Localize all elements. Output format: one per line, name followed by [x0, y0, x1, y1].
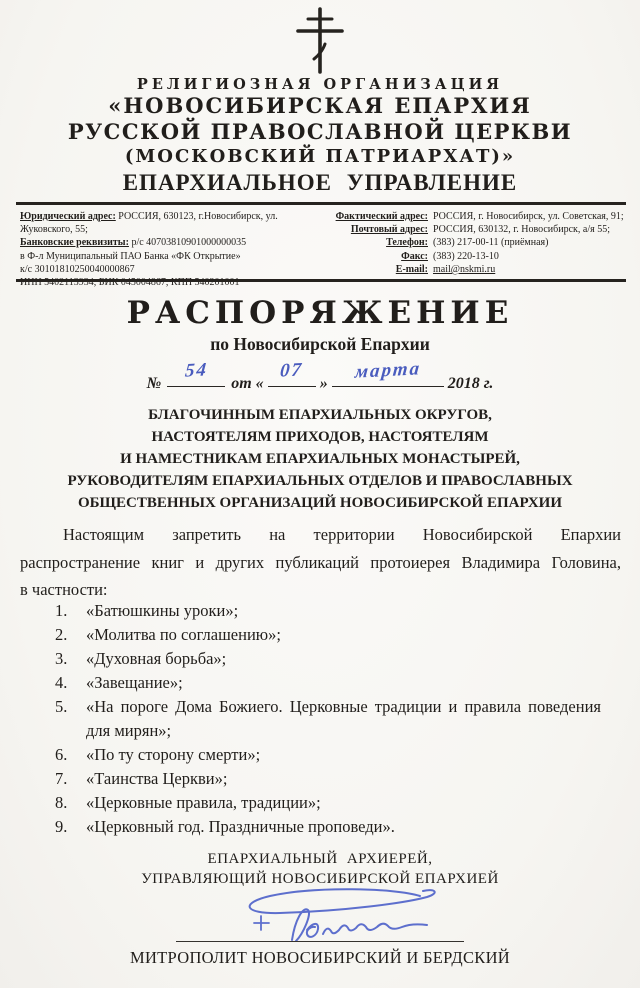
- addressee-line: НАСТОЯТЕЛЯМ ПРИХОДОВ, НАСТОЯТЕЛЯМ: [151, 429, 489, 445]
- phone-value: (383) 217-00-11 (приёмная): [433, 237, 549, 249]
- org-name-line1: «НОВОСИБИРСКАЯ ЕПАРХИЯ: [108, 93, 532, 118]
- contact-row: [320, 263, 626, 276]
- corr-account-line: к/с 30101810250040000867: [20, 263, 135, 275]
- list-item: [55, 623, 601, 647]
- phone-label: Телефон:: [386, 237, 428, 249]
- bank-line: [20, 236, 320, 249]
- signer-title: МИТРОПОЛИТ НОВОСИБИРСКИЙ И БЕРДСКИЙ: [129, 948, 511, 967]
- book-title: «Церковный год. Праздничные проповеди».: [86, 817, 395, 836]
- list-item-number: 4.: [55, 673, 68, 692]
- org-name-line3: (МОСКОВСКИЙ ПАТРИАРХАТ)»: [124, 146, 516, 167]
- list-item: [55, 599, 601, 623]
- bank-label: Банковские реквизиты:: [20, 237, 129, 249]
- body-line: Настоящим запретить на территории Новосибирской Епархии: [63, 525, 621, 544]
- date-year-text: 2018 г.: [447, 375, 494, 392]
- bank-account-value: р/с 40703810901000000035: [131, 237, 247, 249]
- divider-bottom: [16, 279, 626, 282]
- list-item-number: 7.: [55, 769, 68, 788]
- actual-address-label: Фактический адрес:: [335, 211, 428, 222]
- list-item-number: 5.: [55, 697, 68, 716]
- list-item: [55, 767, 601, 791]
- addressee-line: И НАМЕСТНИКАМ ЕПАРХИАЛЬНЫХ МОНАСТЫРЕЙ,: [120, 451, 520, 467]
- org-name-line2: РУССКОЙ ПРАВОСЛАВНОЙ ЦЕРКВИ: [67, 119, 573, 144]
- list-item-number: 9.: [55, 817, 68, 836]
- contact-left-column: [20, 210, 320, 289]
- list-item: [55, 815, 601, 839]
- list-item-number: 8.: [55, 793, 68, 812]
- book-title: «Духовная борьба»;: [86, 649, 227, 668]
- body-line: распространение книг и других публикаций протоиерея Владимира Головина,: [20, 552, 621, 572]
- list-item: [55, 743, 601, 767]
- handwritten-order-number: 54: [183, 359, 209, 382]
- order-number-line: [0, 357, 640, 392]
- addressees-block: [45, 404, 595, 514]
- contact-row: [320, 236, 626, 249]
- tax-ids-line: ИНН 5402113934, БИК 045004867, КПП 540201001: [20, 277, 240, 289]
- book-title: «На пороге Дома Божиего. Церковные традиции и правила поведения для мирян»;: [86, 697, 601, 740]
- date-month-field: [332, 358, 444, 387]
- orthodox-cross-icon: [284, 6, 356, 76]
- department-title: ЕПАРХИАЛЬНОЕ УПРАВЛЕНИЕ: [122, 170, 518, 195]
- contact-block: [20, 210, 626, 289]
- email-link[interactable]: mail@nskmi.ru: [433, 263, 496, 275]
- handwritten-day: 07: [279, 359, 305, 382]
- number-sign: №: [146, 375, 162, 392]
- date-from-text: от «: [231, 375, 264, 392]
- email-label: E-mail:: [395, 263, 428, 275]
- contact-row: [320, 223, 626, 236]
- banned-books-list: [55, 599, 601, 839]
- date-day-field: [268, 358, 316, 387]
- book-title: «Таинства Церкви»;: [86, 769, 228, 788]
- legal-address-value: РОССИЯ, 630123, г.Новосибирск, ул. Жуковского, 55;: [20, 211, 278, 236]
- order-body-paragraph: [20, 521, 621, 604]
- list-item-number: 1.: [55, 601, 68, 620]
- legal-address-line: [20, 210, 320, 236]
- book-title: «Церковные правила, традиции»;: [86, 793, 321, 812]
- bank-branch-line: в Ф-л Муниципальный ПАО Банка «ФК Открытие»: [20, 250, 241, 262]
- body-line: в частности:: [20, 580, 108, 599]
- actual-address-value: РОССИЯ, г. Новосибирск, ул. Советская, 91;: [433, 211, 624, 222]
- list-item: [55, 695, 601, 743]
- book-title: «Батюшкины уроки»;: [86, 601, 239, 620]
- fax-value: (383) 220-13-10: [433, 250, 499, 262]
- signature-line: [176, 941, 464, 942]
- signer-position-line1: ЕПАРХИАЛЬНЫЙ АРХИЕРЕЙ,: [207, 851, 433, 867]
- list-item-number: 6.: [55, 745, 68, 764]
- postal-address-value: РОССИЯ, 630132, г. Новосибирск, а/я 55;: [433, 224, 610, 236]
- addressee-line: РУКОВОДИТЕЛЯМ ЕПАРХИАЛЬНЫХ ОТДЕЛОВ И ПРАВОСЛАВНЫХ: [67, 473, 573, 489]
- org-type-line: РЕЛИГИОЗНАЯ ОРГАНИЗАЦИЯ: [136, 76, 504, 93]
- list-item-number: 3.: [55, 649, 68, 668]
- handwritten-signature-icon: [195, 884, 475, 944]
- order-number-field: [167, 358, 225, 387]
- book-title: «Молитва по соглашению»;: [86, 625, 281, 644]
- list-item: [55, 647, 601, 671]
- handwritten-month: марта: [353, 358, 422, 383]
- list-item: [55, 791, 601, 815]
- addressee-line: ОБЩЕСТВЕННЫХ ОРГАНИЗАЦИЙ НОВОСИБИРСКОЙ ЕПАРХИИ: [77, 495, 563, 511]
- legal-address-label: Юридический адрес:: [20, 211, 116, 222]
- contact-row: [320, 210, 626, 223]
- list-item: [55, 671, 601, 695]
- contact-right-column: [320, 210, 626, 289]
- date-close-quote: »: [319, 375, 328, 392]
- order-title: РАСПОРЯЖЕНИЕ: [126, 295, 514, 331]
- divider-top: [16, 202, 626, 205]
- addressee-line: БЛАГОЧИННЫМ ЕПАРХИАЛЬНЫХ ОКРУГОВ,: [148, 407, 492, 423]
- contact-row: [320, 250, 626, 263]
- fax-label: Факс:: [401, 250, 428, 262]
- signer-position-line2: УПРАВЛЯЮЩИЙ НОВОСИБИРСКОЙ ЕПАРХИЕЙ: [141, 871, 499, 887]
- list-item-number: 2.: [55, 625, 68, 644]
- book-title: «Завещание»;: [86, 673, 183, 692]
- book-title: «По ту сторону смерти»;: [86, 745, 261, 764]
- postal-address-label: Почтовый адрес:: [350, 224, 428, 236]
- order-subtitle: по Новосибирской Епархии: [210, 334, 430, 354]
